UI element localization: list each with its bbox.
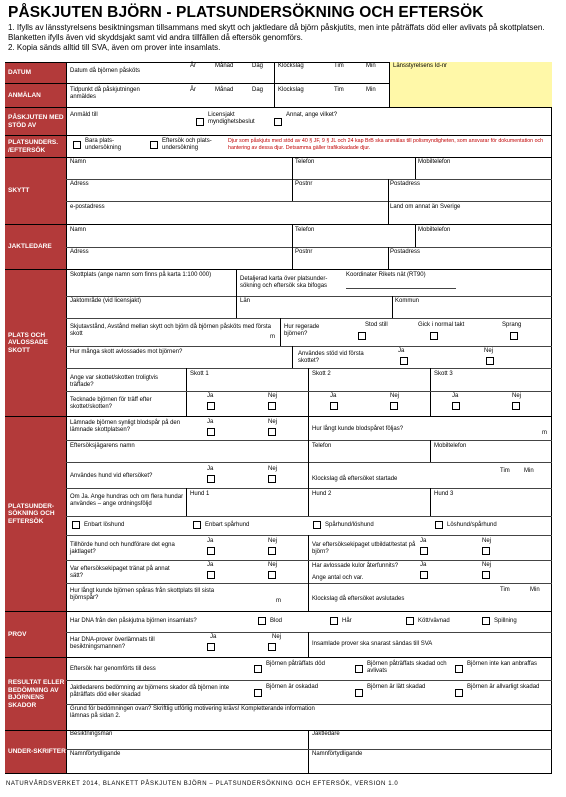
- datum-min: Min: [366, 63, 376, 69]
- blodspar-ja-label: Ja: [207, 419, 214, 425]
- divider: [66, 179, 552, 180]
- plats-antal-skott: Hur många skott avlossades mot björnen?: [70, 349, 183, 355]
- section-stod: PÅSKJUTEN MED STÖD AV: [5, 108, 66, 135]
- licensjakt-checkbox[interactable]: [196, 118, 204, 126]
- plats-karta: Detaljerad karta över platsunder-sökning och eftersök ska bifogas: [240, 276, 328, 289]
- divider: [66, 583, 552, 584]
- prov-blod: Blod: [270, 618, 283, 624]
- intro-line1: 1. Ifylls av länsstyrelsens besiktningsman tillsammans med skytt och jaktledare då björn påskjutits, men inte påträffats död eller avlivats på skottplatsen. Blanketten ifylls även vid skyddsjakt samt vid andra tillfällen då eftersök genomförs.: [8, 23, 545, 42]
- blod-checkbox[interactable]: [258, 617, 266, 625]
- plats-skott1: Skott 1: [190, 371, 209, 377]
- divider: [430, 368, 431, 416]
- utbildat-nej-checkbox[interactable]: [482, 547, 490, 555]
- divider: [308, 632, 309, 657]
- tillhorde-ja-checkbox[interactable]: [207, 547, 215, 555]
- divider: [66, 704, 552, 705]
- prov-har: Hår: [342, 618, 352, 624]
- blodspar-ja-checkbox[interactable]: [207, 428, 215, 436]
- plats-var-traffade: Ange var skottet/skotten troligtvis träffade?: [70, 375, 159, 388]
- divider: [308, 535, 309, 583]
- datum-lansstyrelsen-id: Länsstyrelsens Id-nr: [393, 63, 448, 69]
- pu-hur-langt-spares: Hur långt kunde björnen spåras från skottplats till sista björnspår?: [70, 588, 215, 601]
- divider: [66, 632, 552, 633]
- divider: [5, 611, 552, 612]
- divider: [236, 296, 237, 318]
- divider: [66, 535, 552, 536]
- plats-gick: Gick i normal takt: [418, 322, 465, 328]
- tranat-ja-checkbox[interactable]: [207, 571, 215, 579]
- datum-dag: Dag: [252, 63, 264, 69]
- stod-licensjakt: Licensjakt myndighetsbeslut: [208, 112, 255, 125]
- jaktledare-adress: Adress: [70, 249, 89, 255]
- pu-enbart-loshund: Enbart löshund: [84, 522, 125, 528]
- latt-skadad-checkbox[interactable]: [355, 689, 363, 697]
- skytt-epost: e-postadress: [70, 204, 105, 210]
- allvarligt-skadad-checkbox[interactable]: [455, 689, 463, 697]
- resultat-eftersok-till: Eftersök har genomförts till dess: [70, 666, 156, 672]
- stod-ja-checkbox[interactable]: [400, 357, 408, 365]
- divider: [66, 462, 552, 463]
- blodspar-nej-label: Nej: [268, 419, 278, 425]
- hund-nej-checkbox[interactable]: [268, 475, 276, 483]
- anmalan-min: Min: [366, 87, 376, 93]
- pu-sparhund-loshund: Spårhund/löshund: [325, 522, 374, 528]
- jaktledare-mobiltelefon: Mobiltelefon: [418, 227, 451, 233]
- plats-sprang: Sprang: [502, 322, 522, 328]
- annat-checkbox[interactable]: [274, 118, 282, 126]
- prov-ja-checkbox[interactable]: [207, 643, 215, 651]
- prov-nej-label: Nej: [272, 634, 282, 640]
- plats-lan: Län: [240, 298, 251, 304]
- pu-eftersoksjagare: Eftersöksjägarens namn: [70, 443, 135, 449]
- resultat-patraffats-dod: Björnen påträffats död: [266, 661, 325, 667]
- stod-ja-label: Ja: [398, 348, 405, 354]
- resultat-patraffats-skadad: Björnen påträffats skadad och avlivats: [367, 661, 447, 674]
- skott1-nej-checkbox[interactable]: [268, 402, 276, 410]
- divider: [66, 201, 552, 202]
- divider: [66, 62, 67, 774]
- skytt-mobiltelefon: Mobiltelefon: [418, 159, 451, 165]
- pu-m2: m: [276, 598, 281, 604]
- plats-skott3: Skott 3: [434, 371, 453, 377]
- skott2-nej-checkbox[interactable]: [390, 402, 398, 410]
- skytt-postadress: Postadress: [390, 181, 421, 187]
- divider: [308, 730, 309, 774]
- enbart-sparhund-checkbox[interactable]: [193, 521, 201, 529]
- pu-hund: Användes hund vid eftersöket?: [70, 473, 153, 479]
- divider: [5, 224, 552, 225]
- divider: [66, 516, 552, 517]
- platsunders-eftersok: Eftersök och plats-undersökning: [162, 138, 212, 151]
- resultat-inte-anbraffas: Björnen inte kan anbraffas: [467, 661, 537, 667]
- pu-ekipaget-utbildat: Var eftersöksekipaget utbildat/testat på björn?: [312, 542, 416, 555]
- underskrift-namnfortydligande1: Namnförtydligande: [70, 751, 121, 757]
- intro-line2: 2. Kopia sänds alltid till SVA, även om prover inte insamlats.: [8, 43, 221, 52]
- divider: [308, 462, 309, 488]
- pu-blodspar-langt: Hur långt kunde blodspåret följas?: [312, 426, 404, 432]
- divider: [66, 560, 552, 561]
- anmalan-dag: Dag: [252, 87, 264, 93]
- prov-ja-label: Ja: [210, 634, 217, 640]
- skott2-ja-label: Ja: [330, 393, 337, 399]
- stod-annat: Annat, ange vilket?: [286, 112, 338, 118]
- divider: [5, 269, 552, 270]
- skott3-nej-checkbox[interactable]: [512, 402, 520, 410]
- pu-klockslag-start: Klockslag då eftersöket startade: [312, 476, 398, 482]
- divider: [66, 440, 552, 441]
- stod-anmald: Anmäld till: [70, 112, 98, 118]
- skott3-nej-label: Nej: [512, 393, 522, 399]
- prov-nej-checkbox[interactable]: [268, 643, 276, 651]
- divider: [66, 368, 552, 369]
- divider: [430, 440, 431, 462]
- aterfunnits-ja-checkbox[interactable]: [420, 571, 428, 579]
- section-resultat: RESULTAT ELLER BEDÖMNING AV BJÖRNENS SKADOR: [5, 658, 66, 730]
- pu-ange-antal: Ange antal och var.: [312, 575, 364, 581]
- divider: [292, 224, 293, 269]
- footer: NATURVÅRDSVERKET 2014, BLANKETT PÅSKJUTEN BJÖRN – PLATSUNDERSÖKNING OCH EFTERSÖK, VERSION 1.0: [6, 781, 399, 787]
- anmalan-ar: År: [190, 87, 196, 93]
- inte-anbraffas-checkbox[interactable]: [455, 665, 463, 673]
- tillhorde-nej-checkbox[interactable]: [268, 547, 276, 555]
- divider: [66, 318, 552, 319]
- plats-jaktomrade: Jaktområde (vid licensjakt): [70, 298, 142, 304]
- prov-dna: Har DNA från den påskjutna björnen insamlats?: [70, 618, 197, 624]
- skott1-ja-checkbox[interactable]: [207, 402, 215, 410]
- anmalan-klockslag: Klockslag: [278, 87, 304, 93]
- skott3-ja-checkbox[interactable]: [452, 402, 460, 410]
- skott1-ja-label: Ja: [207, 393, 214, 399]
- pu-hund3: Hund 3: [434, 491, 454, 497]
- prov-dna-prover: Har DNA-prover överlämnats till besiktningsmannen?: [70, 637, 155, 650]
- divider: [5, 157, 552, 158]
- oskadd-checkbox[interactable]: [254, 689, 262, 697]
- eftersok-platsundersokning-checkbox[interactable]: [150, 141, 158, 149]
- stod-nej-checkbox[interactable]: [486, 357, 494, 365]
- divider: [5, 135, 552, 136]
- prov-kott: Kött/vävnad: [418, 618, 450, 624]
- skytt-adress: Adress: [70, 181, 89, 187]
- plats-koordinater: Koordinater Rikets nät (RT90): [346, 272, 426, 278]
- divider: [388, 247, 389, 269]
- underskrift-namnfortydligande2: Namnförtydligande: [312, 751, 363, 757]
- pu-loshund-sparhund: Löshund/spårhund: [447, 522, 497, 528]
- datum-ar: År: [190, 63, 196, 69]
- pu-om-ja: Om Ja. Ange hundras och om flera hundar användes – ange ordningsföljd: [70, 494, 184, 507]
- divider: [66, 296, 552, 297]
- skott2-nej-label: Nej: [390, 393, 400, 399]
- har-checkbox[interactable]: [330, 617, 338, 625]
- pu-telefon: Telefon: [312, 443, 332, 449]
- plats-m: m: [270, 334, 275, 340]
- plats-tecknade: Tecknade björnen för träff efter skottet/skotten?: [70, 397, 152, 410]
- divider: [292, 157, 293, 201]
- tillhorde-ja-label: Ja: [207, 538, 214, 544]
- divider: [186, 368, 187, 416]
- anmalan-manad: Månad: [215, 87, 234, 93]
- divider: [430, 488, 431, 516]
- divider: [308, 368, 309, 416]
- divider: [66, 247, 552, 248]
- platsunders-note: Djur som påskjuts med stöd av 40 § JF, 9 § JL och 24 kap BrB ska anmälas till polismyndigheten, som ansvarar för dokumentation och hantering av dessa djur. Detsamma gäller trafikskadade djur.: [228, 138, 544, 151]
- divider: [308, 440, 309, 462]
- section-underskrifter: UNDER-SKRIFTER: [5, 731, 66, 773]
- jaktledare-namn: Namn: [70, 227, 87, 233]
- divider: [388, 179, 389, 224]
- anmalan-tim: Tim: [334, 87, 344, 93]
- divider: [292, 346, 293, 368]
- resultat-bedomning: Jaktledarens bedömning av björnens skador då björnen inte påträffats död eller skadad: [70, 685, 230, 698]
- divider: [236, 269, 237, 296]
- plats-kommun: Kommun: [395, 298, 420, 304]
- utbildat-ja-checkbox[interactable]: [420, 547, 428, 555]
- pu-hund1: Hund 1: [190, 491, 210, 497]
- datum-tim: Tim: [334, 63, 344, 69]
- skott3-ja-label: Ja: [452, 393, 459, 399]
- stod-nej-label: Nej: [484, 348, 494, 354]
- pu-min: Min: [524, 468, 534, 474]
- sparhund-loshund-checkbox[interactable]: [313, 521, 321, 529]
- plats-hur-regerade: Hur regerade björnen?: [284, 324, 320, 337]
- divider: [389, 62, 390, 107]
- hund-ja-checkbox[interactable]: [207, 475, 215, 483]
- divider: [66, 749, 552, 750]
- pu-klockslag-avslutades: Klockslag då eftersöket avslutades: [312, 596, 405, 602]
- utbildat-ja-label: Ja: [420, 538, 427, 544]
- pu-m: m: [542, 430, 547, 436]
- divider: [66, 391, 552, 392]
- resultat-grund: Grund för bedömningen ovan? Skriftlig utförlig motivering krävs! Kompletterande information lämnas på sidan 2.: [70, 706, 315, 719]
- divider: [308, 583, 309, 611]
- platsunders-bara: Bara plats-undersökning: [85, 138, 122, 151]
- section-platsundersokning: PLATSUNDER-SÖKNING OCH EFTERSÖK: [5, 417, 66, 611]
- divider: [66, 680, 552, 681]
- bara-platsundersokning-checkbox[interactable]: [73, 141, 81, 149]
- blodspar-nej-checkbox[interactable]: [268, 428, 276, 436]
- jaktledare-postadress: Postadress: [390, 249, 421, 255]
- jaktledare-postnr: Postnr: [295, 249, 313, 255]
- section-datum: DATUM: [5, 63, 66, 83]
- section-skytt: SKYTT: [5, 158, 66, 224]
- resultat-allvarligt: Björnen är allvarligt skadad: [467, 684, 540, 690]
- spillning-checkbox[interactable]: [482, 617, 490, 625]
- divider: [415, 224, 416, 247]
- section-anmalan: ANMÄLAN: [5, 84, 66, 107]
- prov-spillning: Spillning: [494, 618, 517, 624]
- stod-still-checkbox[interactable]: [358, 332, 366, 340]
- enbart-loshund-checkbox[interactable]: [72, 521, 80, 529]
- pu-min2: Min: [530, 587, 540, 593]
- prov-insamlade: Insamlade prover ska snarast sändas till SVA: [312, 641, 433, 647]
- datum-klockslag: Klockslag: [278, 63, 304, 69]
- jaktledare-telefon: Telefon: [295, 227, 315, 233]
- pu-tim2: Tim: [500, 587, 510, 593]
- aterfunnits-nej-label: Nej: [482, 562, 492, 568]
- aterfunnits-ja-label: Ja: [420, 562, 427, 568]
- tranat-nej-checkbox[interactable]: [268, 571, 276, 579]
- section-plats: PLATS OCH AVLOSSADE SKOTT: [5, 270, 66, 416]
- sprang-checkbox[interactable]: [510, 332, 518, 340]
- datum-label: Datum då björnen påsköts: [70, 68, 141, 74]
- divider: [5, 416, 552, 417]
- plats-anvandes-stod: Användes stöd vid första skottet?: [298, 351, 364, 364]
- gick-checkbox[interactable]: [430, 332, 438, 340]
- skytt-postnr: Postnr: [295, 181, 313, 187]
- section-jaktledare: JAKTLEDARE: [5, 225, 66, 269]
- divider: [66, 346, 552, 347]
- section-platsunders: PLATSUNDERS. /EFTERSÖK: [5, 136, 66, 157]
- plats-skottplats: Skottplats (ange namn som finns på karta 1:100 000): [70, 272, 212, 278]
- pu-aterfunnits: Har avlossade kulor återfunnits?: [312, 563, 399, 569]
- aterfunnits-nej-checkbox[interactable]: [482, 571, 490, 579]
- tranat-nej-label: Nej: [268, 562, 278, 568]
- anmalan-label: Tidpunkt då påskjutningen anmäldes: [70, 87, 140, 100]
- patraffats-dod-checkbox[interactable]: [254, 665, 262, 673]
- pu-blodspar: Lämnade björnen synligt blodspår på den lämnade skottplatsen?: [70, 420, 181, 433]
- resultat-oskadd: Björnen är oskadad: [266, 684, 319, 690]
- pu-hund2: Hund 2: [312, 491, 332, 497]
- underskrift-jaktledare: Jaktledare: [312, 731, 340, 737]
- divider: [280, 318, 281, 346]
- divider: [5, 657, 552, 658]
- patraffats-skadad-checkbox[interactable]: [355, 665, 363, 673]
- divider: [274, 62, 275, 107]
- pu-tim: Tim: [500, 468, 510, 474]
- coordinate-line: [346, 288, 456, 289]
- underskrift-besiktningsman: Besiktningsman: [70, 731, 113, 737]
- tranat-ja-label: Ja: [207, 562, 214, 568]
- divider: [66, 488, 552, 489]
- resultat-latt: Björnen är lätt skadad: [367, 684, 426, 690]
- plats-stod-still: Stod still: [365, 322, 388, 328]
- pu-tillhorde: Tillhörde hund och hundförare det egna jaktlaget?: [70, 542, 175, 555]
- page-title: PÅSKJUTEN BJÖRN - PLATSUNDERSÖKNING OCH EFTERSÖK: [8, 4, 484, 21]
- loshund-sparhund-checkbox[interactable]: [435, 521, 443, 529]
- plats-skjutavstand: Skjutavstånd, Avstånd mellan skytt och björn då björnen påsköts med första skott: [70, 324, 271, 337]
- pu-ekipaget-tranat: Var eftersöksekipaget tränat på annat sätt?: [70, 566, 170, 579]
- divider: [392, 296, 393, 318]
- skott2-ja-checkbox[interactable]: [330, 402, 338, 410]
- plats-skott2: Skott 2: [312, 371, 331, 377]
- skytt-namn: Namn: [70, 159, 87, 165]
- section-prov: PROV: [5, 612, 66, 657]
- divider: [308, 488, 309, 516]
- skott1-nej-label: Nej: [268, 393, 278, 399]
- divider: [415, 157, 416, 179]
- divider: [308, 416, 309, 440]
- pu-enbart-sparhund: Enbart spårhund: [205, 522, 250, 528]
- kott-checkbox[interactable]: [406, 617, 414, 625]
- pu-mobiltelefon: Mobiltelefon: [434, 443, 467, 449]
- divider: [5, 107, 552, 108]
- tillhorde-nej-label: Nej: [268, 538, 278, 544]
- skytt-telefon: Telefon: [295, 159, 315, 165]
- hund-ja-label: Ja: [207, 466, 214, 472]
- divider: [186, 488, 187, 516]
- datum-manad: Månad: [215, 63, 234, 69]
- skytt-land: Land om annat än Sverige: [390, 204, 461, 210]
- hund-nej-label: Nej: [268, 466, 278, 472]
- utbildat-nej-label: Nej: [482, 538, 492, 544]
